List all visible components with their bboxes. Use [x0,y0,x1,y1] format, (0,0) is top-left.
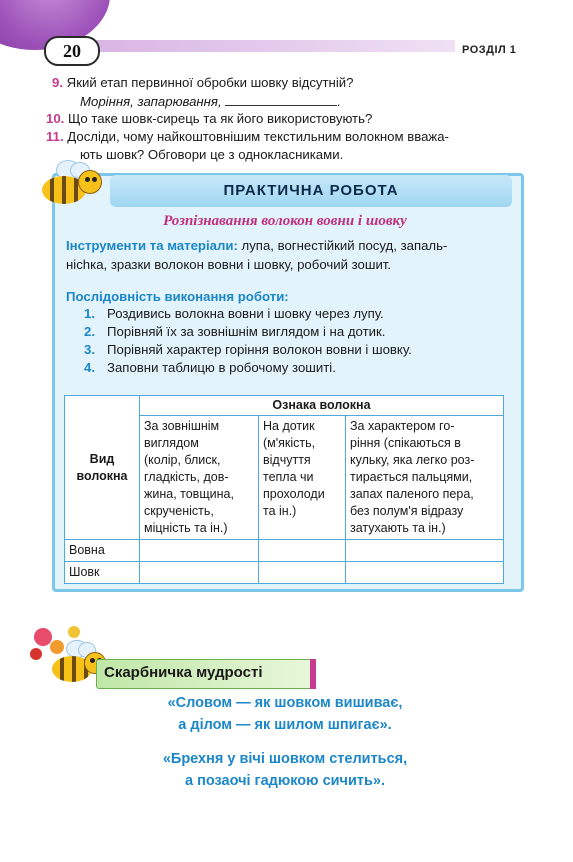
row-label: Вовна [65,540,140,562]
table-cell[interactable] [259,540,346,562]
fiber-table [64,395,504,584]
sequence-label: Послідовність виконання роботи: [66,289,289,304]
table-cell[interactable] [346,540,504,562]
column-header: За характером го- ріння (спікаються в кульку, яка легко роз- тирається пальцями, запах паленого пера, без полум'я відразу затухають та ін.) [346,416,504,540]
step-text: Порівняй їх за зовнішнім виглядом і на дотик. [107,324,386,339]
table-cell[interactable] [140,540,259,562]
question-9 [52,74,353,91]
question-11-cont: ють шовк? Обговори це з однокласниками. [80,147,344,162]
proverb-line: «Словом — як шовком вишиває, [167,695,403,711]
row-header-line: волокна [76,468,128,483]
step-number: 3. [84,342,95,357]
header-bar [72,40,455,52]
table-row [65,562,504,584]
answer-blank[interactable] [225,93,337,106]
tools-text-2: нichка, зразки волокон вовни і шовку, робочий зошит. [66,257,392,272]
question-text: Досліди, чому найкоштовнішим текстильним волокном вважа- [67,129,449,144]
step-number: 4. [84,360,95,375]
wisdom-title-edge [310,659,316,689]
question-text: Який етап первинної обробки шовку відсутній? [66,75,354,90]
group-header: Ознака волокна [140,396,504,416]
step-item [84,342,412,357]
wisdom-title: Скарбничка мудрості [104,664,263,681]
step-item [84,324,385,339]
page-number: 20 [44,36,100,66]
question-number: 9. [52,75,63,90]
question-number: 10. [46,111,65,126]
table-cell[interactable] [259,562,346,584]
proverb-line: а позаочі гадюкою сичить». [184,773,385,789]
answer-text: Моріння, запарювання, [80,94,222,109]
section-label: РОЗДІЛ 1 [462,44,517,56]
column-header: На дотик (м'якість, відчуття тепла чи прохолоди та ін.) [259,416,346,540]
column-header: За зовнішнім виглядом (колір, блиск, гладкість, дов- жина, товщина, скрученість, міцність та ін.) [140,416,259,540]
tools-label: Інструменти та матеріали: [66,238,238,253]
row-label: Шовк [65,562,140,584]
row-header-cell [65,396,140,540]
question-text: Що таке шовк-сирець та як його використовують? [68,111,373,126]
practical-subtitle: Розпізнавання волокон вовни і шовку [163,213,407,229]
table-header-row [65,396,504,416]
proverb-line: а ділом — як шилом шпигає». [178,717,392,733]
flower-icon [30,648,42,660]
question-11 [46,128,449,145]
table-row [65,540,504,562]
step-text: Роздивись волокна вовни і шовку через лупу. [107,306,384,321]
practical-title: ПРАКТИЧНА РОБОТА [223,182,399,199]
step-text: Порівняй характер горіння волокон вовни і шовку. [107,342,412,357]
proverb-line: «Брехня у вічі шовком стелиться, [162,751,408,767]
step-item [84,360,336,375]
table-cell[interactable] [346,562,504,584]
bee-icon [36,160,106,216]
tools-text-1: лупа, вогнестійкий посуд, запаль- [241,238,448,253]
step-number: 2. [84,324,95,339]
step-item [84,306,384,321]
proverb-2 [100,748,470,792]
table-cell[interactable] [140,562,259,584]
step-number: 1. [84,306,95,321]
flower-icon [68,626,80,638]
step-text: Заповни таблицю в робочому зошиті. [107,360,336,375]
question-9-answer: Моріння, запарювання, . [80,94,341,109]
row-header-line: Вид [89,451,115,466]
question-10 [46,110,372,127]
tools-materials [66,236,510,274]
proverb-1 [100,692,470,736]
question-number: 11. [46,129,64,144]
